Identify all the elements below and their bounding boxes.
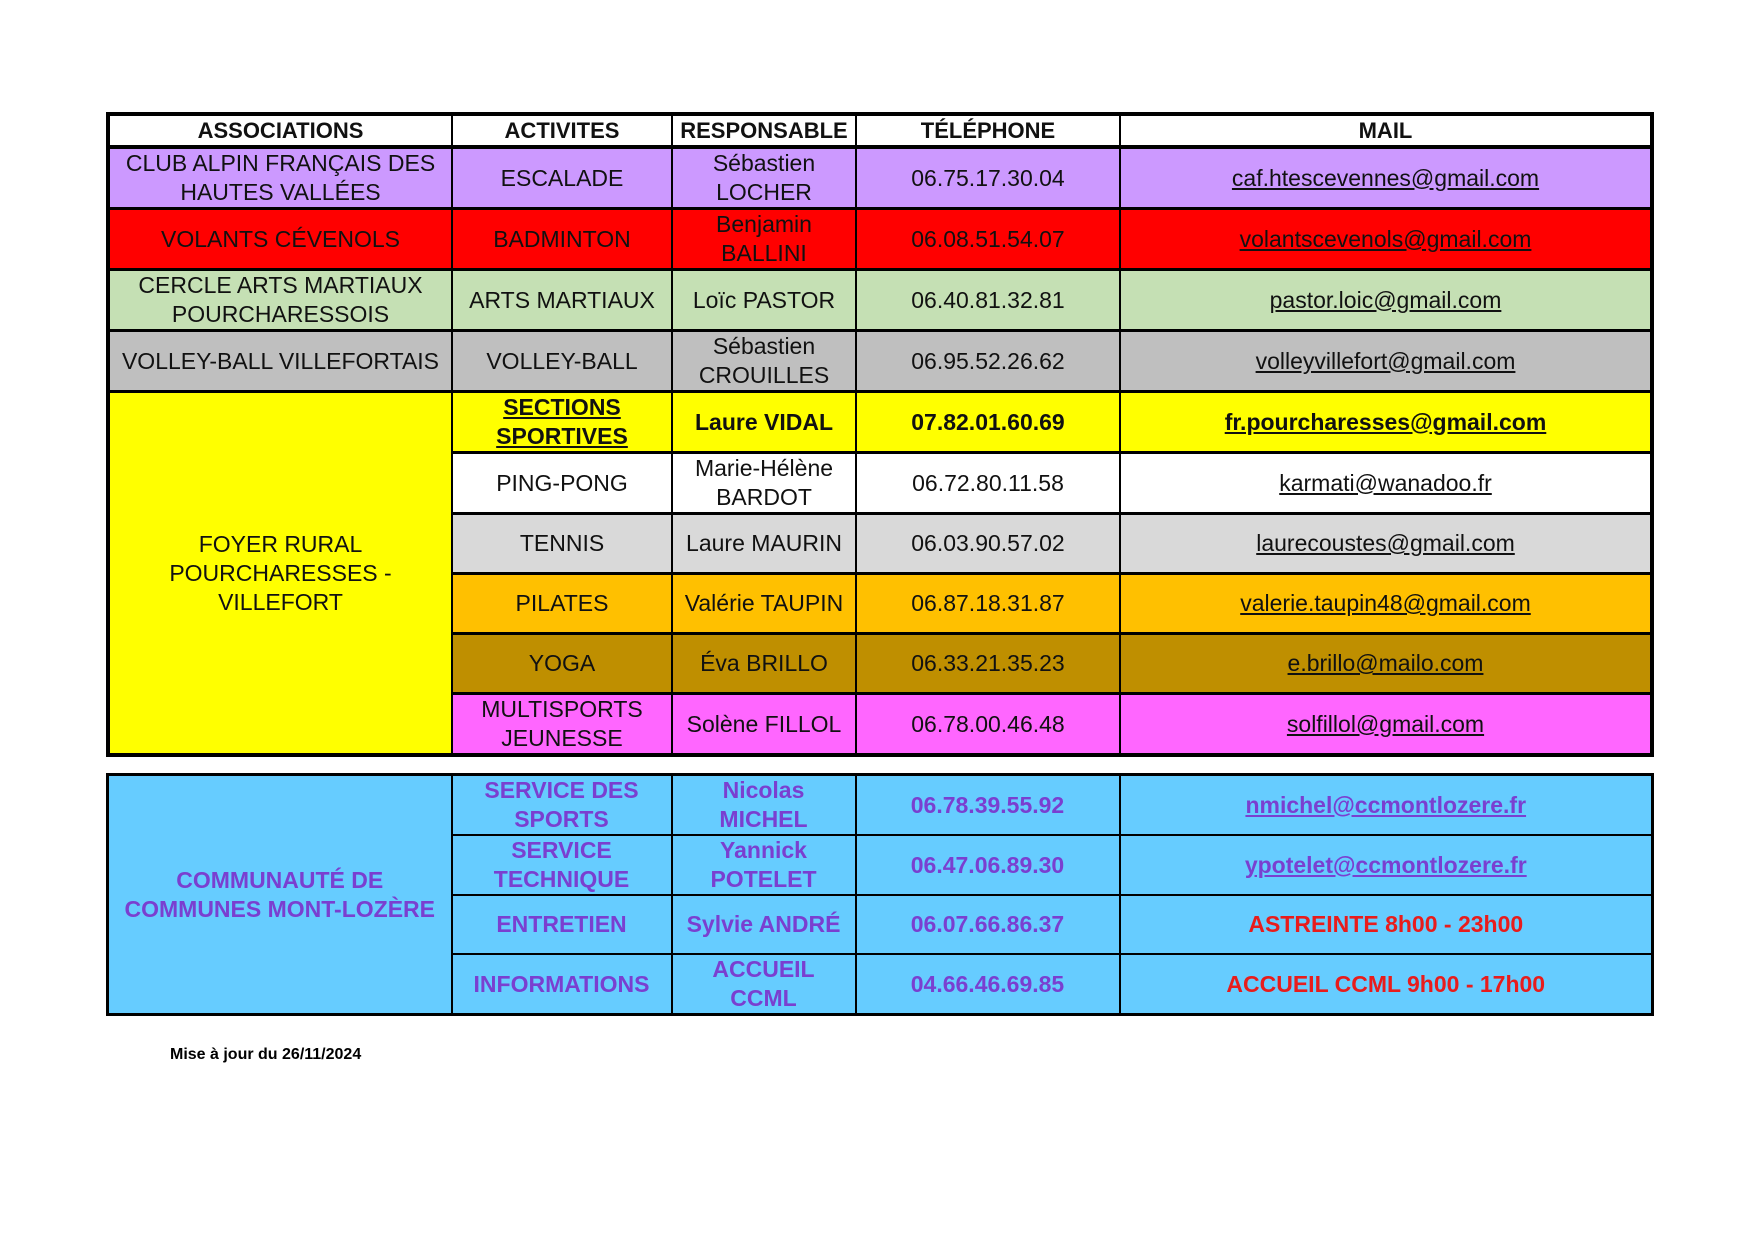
association-cell: CLUB ALPIN FRANÇAIS DES HAUTES VALLÉES bbox=[108, 147, 452, 209]
phone-cell: 06.03.90.57.02 bbox=[856, 514, 1120, 574]
table-row bbox=[108, 270, 1652, 331]
activity-cell: MULTISPORTS JEUNESSE bbox=[452, 694, 672, 756]
association-cell-ccml: COMMUNAUTÉ DE COMMUNES MONT-LOZÈRE bbox=[108, 775, 452, 1015]
activity-cell: ENTRETIEN bbox=[452, 895, 672, 954]
responsible-cell: Sébastien LOCHER bbox=[672, 147, 856, 209]
responsible-cell: Solène FILLOL bbox=[672, 694, 856, 756]
phone-cell: 06.47.06.89.30 bbox=[856, 835, 1120, 895]
email-link[interactable]: fr.pourcharesses@gmail.com bbox=[1120, 392, 1652, 453]
responsible-cell: Benjamin BALLINI bbox=[672, 209, 856, 270]
activity-cell: SERVICE TECHNIQUE bbox=[452, 835, 672, 895]
responsible-cell: Nicolas MICHEL bbox=[672, 775, 856, 836]
activity-cell: ARTS MARTIAUX bbox=[452, 270, 672, 331]
responsible-cell: ACCUEIL CCML bbox=[672, 954, 856, 1015]
email-link[interactable]: volleyvillefort@gmail.com bbox=[1120, 331, 1652, 392]
activity-cell: YOGA bbox=[452, 634, 672, 694]
email-link[interactable]: pastor.loic@gmail.com bbox=[1120, 270, 1652, 331]
activity-cell: TENNIS bbox=[452, 514, 672, 574]
activity-cell: PILATES bbox=[452, 574, 672, 634]
responsible-cell: Marie-Hélène BARDOT bbox=[672, 453, 856, 514]
email-link[interactable]: ypotelet@ccmontlozere.fr bbox=[1120, 835, 1653, 895]
email-link[interactable]: valerie.taupin48@gmail.com bbox=[1120, 574, 1652, 634]
activity-cell: ESCALADE bbox=[452, 147, 672, 209]
header-activites: ACTIVITES bbox=[452, 114, 672, 147]
update-date-note: Mise à jour du 26/11/2024 bbox=[170, 1046, 362, 1063]
email-link[interactable]: karmati@wanadoo.fr bbox=[1120, 453, 1652, 514]
email-link[interactable]: caf.htescevennes@gmail.com bbox=[1120, 147, 1652, 209]
activity-cell: PING-PONG bbox=[452, 453, 672, 514]
table-row bbox=[108, 392, 1652, 453]
email-link[interactable]: volantscevenols@gmail.com bbox=[1120, 209, 1652, 270]
hours-note: ACCUEIL CCML 9h00 - 17h00 bbox=[1120, 954, 1653, 1015]
email-link[interactable]: solfillol@gmail.com bbox=[1120, 694, 1652, 756]
phone-cell: 06.07.66.86.37 bbox=[856, 895, 1120, 954]
phone-cell: 06.78.39.55.92 bbox=[856, 775, 1120, 836]
responsible-cell: Laure VIDAL bbox=[672, 392, 856, 453]
header-mail: MAIL bbox=[1120, 114, 1652, 147]
table-row bbox=[108, 331, 1652, 392]
activity-cell: INFORMATIONS bbox=[452, 954, 672, 1015]
phone-cell: 06.08.51.54.07 bbox=[856, 209, 1120, 270]
association-cell-foyer: FOYER RURAL POURCHARESSES - VILLEFORT bbox=[108, 392, 452, 756]
table-row bbox=[108, 775, 1653, 836]
header-responsable: RESPONSABLE bbox=[672, 114, 856, 147]
phone-cell: 06.87.18.31.87 bbox=[856, 574, 1120, 634]
phone-cell: 04.66.46.69.85 bbox=[856, 954, 1120, 1015]
table-row bbox=[108, 209, 1652, 270]
header-telephone: TÉLÉPHONE bbox=[856, 114, 1120, 147]
table-row bbox=[108, 147, 1652, 209]
phone-cell: 06.72.80.11.58 bbox=[856, 453, 1120, 514]
activity-cell: SERVICE DES SPORTS bbox=[452, 775, 672, 836]
association-cell: CERCLE ARTS MARTIAUX POURCHARESSOIS bbox=[108, 270, 452, 331]
header-row bbox=[108, 114, 1652, 147]
email-link[interactable]: laurecoustes@gmail.com bbox=[1120, 514, 1652, 574]
responsible-cell: Éva BRILLO bbox=[672, 634, 856, 694]
phone-cell: 07.82.01.60.69 bbox=[856, 392, 1120, 453]
responsible-cell: Valérie TAUPIN bbox=[672, 574, 856, 634]
phone-cell: 06.78.00.46.48 bbox=[856, 694, 1120, 756]
phone-cell: 06.95.52.26.62 bbox=[856, 331, 1120, 392]
header-associations: ASSOCIATIONS bbox=[108, 114, 452, 147]
associations-table bbox=[106, 112, 1654, 757]
responsible-cell: Loïc PASTOR bbox=[672, 270, 856, 331]
responsible-cell: Laure MAURIN bbox=[672, 514, 856, 574]
association-cell: VOLANTS CÉVENOLS bbox=[108, 209, 452, 270]
ccml-table bbox=[106, 773, 1654, 1016]
hours-note: ASTREINTE 8h00 - 23h00 bbox=[1120, 895, 1653, 954]
phone-cell: 06.33.21.35.23 bbox=[856, 634, 1120, 694]
email-link[interactable]: nmichel@ccmontlozere.fr bbox=[1120, 775, 1653, 836]
activity-cell: SECTIONS SPORTIVES bbox=[452, 392, 672, 453]
responsible-cell: Sylvie ANDRÉ bbox=[672, 895, 856, 954]
responsible-cell: Sébastien CROUILLES bbox=[672, 331, 856, 392]
phone-cell: 06.75.17.30.04 bbox=[856, 147, 1120, 209]
responsible-cell: Yannick POTELET bbox=[672, 835, 856, 895]
activity-cell: BADMINTON bbox=[452, 209, 672, 270]
phone-cell: 06.40.81.32.81 bbox=[856, 270, 1120, 331]
association-cell: VOLLEY-BALL VILLEFORTAIS bbox=[108, 331, 452, 392]
activity-cell: VOLLEY-BALL bbox=[452, 331, 672, 392]
email-link[interactable]: e.brillo@mailo.com bbox=[1120, 634, 1652, 694]
